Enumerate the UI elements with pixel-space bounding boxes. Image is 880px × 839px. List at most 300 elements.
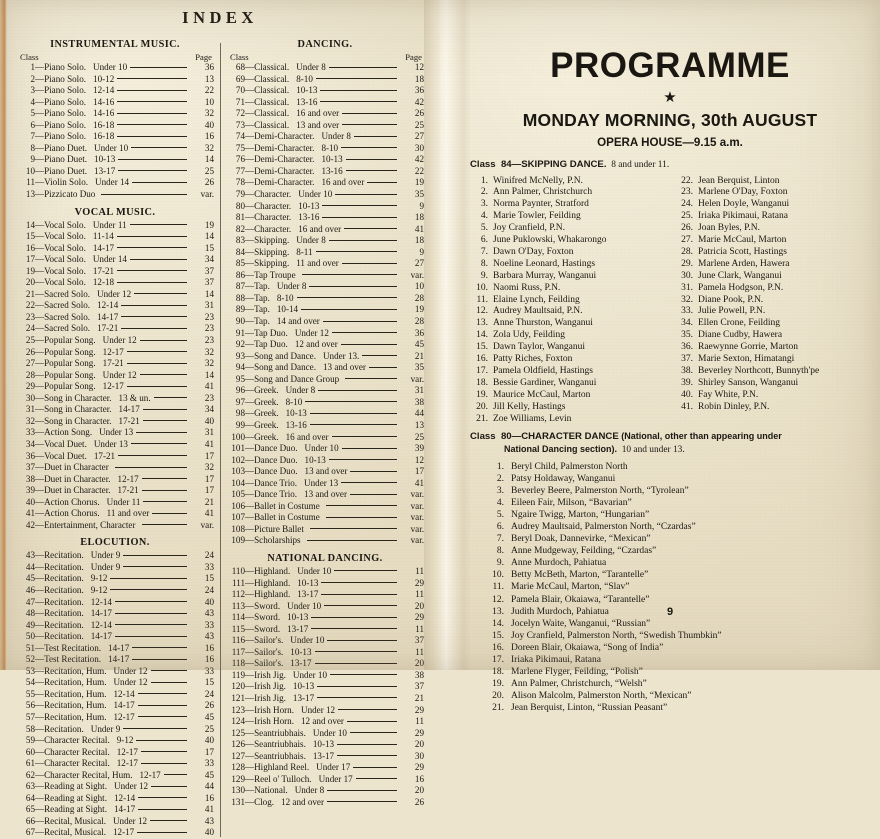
index-entry[interactable] <box>226 293 424 305</box>
entrant-item[interactable] <box>470 318 665 330</box>
entrant-item[interactable] <box>470 378 665 390</box>
index-entry[interactable] <box>226 408 424 420</box>
index-entry-page-number: 36 <box>204 62 214 72</box>
entrant-number: 6. <box>496 522 504 532</box>
index-entry-name: Popular Song. <box>44 381 96 392</box>
index-entry[interactable] <box>226 512 424 524</box>
entrant-item[interactable] <box>482 642 870 654</box>
index-entry[interactable] <box>16 520 214 532</box>
index-entry-name: Piano Duet. <box>44 165 88 176</box>
entrant-item[interactable] <box>470 199 665 211</box>
index-entry[interactable] <box>226 566 424 578</box>
index-entry[interactable] <box>226 385 424 397</box>
index-entry-class-number: 97 <box>235 396 245 407</box>
index-entry-page-number: 36 <box>414 85 424 96</box>
index-entry-page-number: 32 <box>204 462 214 473</box>
index-entry[interactable] <box>226 374 424 386</box>
entrant-item[interactable] <box>675 318 870 330</box>
index-entry[interactable] <box>16 108 214 120</box>
index-entry-age: 10-13 <box>298 200 320 211</box>
entrant-item[interactable] <box>470 306 665 318</box>
index-entry-class-number: 26 <box>25 346 35 357</box>
index-entry[interactable] <box>226 235 424 247</box>
index-entry[interactable] <box>16 827 214 839</box>
entrant-item[interactable] <box>482 461 870 473</box>
index-entry[interactable] <box>226 658 424 670</box>
entrant-item[interactable] <box>675 330 870 342</box>
index-entry[interactable] <box>226 535 424 547</box>
entrant-number: 9. <box>480 270 488 281</box>
index-entry[interactable] <box>16 74 214 86</box>
index-column-headers <box>16 52 214 62</box>
index-entry[interactable] <box>226 716 424 728</box>
entrant-item[interactable] <box>470 223 665 235</box>
entrant-item[interactable] <box>470 414 665 426</box>
index-entry-dash: — <box>35 631 45 642</box>
index-entry[interactable] <box>16 724 214 736</box>
entrant-item[interactable] <box>482 594 870 606</box>
index-entry[interactable] <box>226 705 424 717</box>
index-entry[interactable] <box>16 747 214 759</box>
class-number-and-name: 84—SKIPPING DANCE. <box>500 159 607 170</box>
index-entry-class-number: 95 <box>235 373 245 384</box>
index-entry[interactable] <box>226 108 424 120</box>
index-entry-class-number: 60 <box>25 746 35 757</box>
entrant-item[interactable] <box>482 497 870 509</box>
index-entry[interactable] <box>16 735 214 747</box>
entrant-item[interactable] <box>675 402 870 414</box>
index-entry[interactable] <box>226 154 424 166</box>
index-entry-age: 11-14 <box>92 231 114 242</box>
index-entry-leader-dots <box>142 524 188 525</box>
index-entry[interactable] <box>226 647 424 659</box>
entrant-item[interactable] <box>482 509 870 521</box>
index-entry[interactable] <box>16 177 214 189</box>
entrant-item[interactable] <box>482 702 870 714</box>
index-entry[interactable] <box>16 804 214 816</box>
index-entry-leader-dots <box>164 774 187 775</box>
index-entry-leader-dots <box>324 605 397 606</box>
index-entry-dash: — <box>35 288 45 299</box>
index-entry[interactable] <box>226 143 424 155</box>
index-column-divider <box>220 43 221 837</box>
index-entry[interactable] <box>16 381 214 393</box>
entrant-item[interactable] <box>482 569 870 581</box>
entrant-item[interactable] <box>482 545 870 557</box>
index-entry[interactable] <box>226 432 424 444</box>
entrant-name-and-town: Patricia Scott, Hastings <box>698 246 787 257</box>
entrant-name-and-town: Shirley Sanson, Wanganui <box>698 377 799 388</box>
index-entry-page-number: 17 <box>414 466 424 477</box>
index-entry[interactable] <box>16 143 214 155</box>
entrant-item[interactable] <box>470 354 665 366</box>
index-entry-age: 10-13 <box>296 85 318 96</box>
index-entry[interactable] <box>226 166 424 178</box>
index-entry[interactable] <box>226 258 424 270</box>
entrant-name-and-town: Bessie Gardiner, Wanganui <box>493 377 597 388</box>
index-entry-name: Seantriubhais. <box>254 727 306 738</box>
entrant-item[interactable] <box>675 306 870 318</box>
entrant-item[interactable] <box>675 211 870 223</box>
entrant-item[interactable] <box>482 485 870 497</box>
index-entry[interactable] <box>226 601 424 613</box>
index-entry[interactable] <box>16 497 214 509</box>
index-entry[interactable] <box>16 712 214 724</box>
entrant-item[interactable] <box>470 330 665 342</box>
entrant-item[interactable] <box>470 235 665 247</box>
index-entry[interactable] <box>226 212 424 224</box>
index-entry[interactable] <box>16 312 214 324</box>
index-entry-age: 8-11 <box>296 246 313 257</box>
index-entry-leader-dots <box>342 448 397 449</box>
index-entry-dash: — <box>35 462 45 473</box>
index-entry[interactable] <box>226 247 424 259</box>
index-entry[interactable] <box>226 728 424 740</box>
index-entry-class-number: 51 <box>25 642 35 653</box>
index-entry-page-number: 38 <box>414 396 424 407</box>
index-entry-leader-dots <box>297 297 397 298</box>
entrant-name-and-town: Marie Sexton, Himatangi <box>698 354 795 365</box>
entrant-item[interactable] <box>675 378 870 390</box>
index-entry-leader-dots <box>123 566 187 567</box>
entrant-item[interactable] <box>482 533 870 545</box>
index-entry[interactable] <box>226 74 424 86</box>
index-entry-class-number: 65 <box>25 804 35 815</box>
index-entry-leader-dots <box>346 170 397 171</box>
entrant-item[interactable] <box>482 581 870 593</box>
entrant-item[interactable] <box>675 271 870 283</box>
index-entry-dash: — <box>245 704 255 715</box>
index-entry[interactable] <box>16 289 214 301</box>
index-entry[interactable] <box>226 85 424 97</box>
entrant-item[interactable] <box>470 259 665 271</box>
index-entry-dash: — <box>245 577 255 588</box>
entrant-number: 27. <box>681 235 693 246</box>
index-entry-name: Sacred Solo. <box>44 288 91 299</box>
index-entry[interactable] <box>16 485 214 497</box>
index-entry[interactable] <box>226 466 424 478</box>
index-entry[interactable] <box>226 316 424 328</box>
entrant-item[interactable] <box>470 342 665 354</box>
index-entry-dash: — <box>245 512 255 523</box>
entrant-item[interactable] <box>470 247 665 259</box>
index-entry-dash: — <box>245 739 255 750</box>
index-entry-page-number: 45 <box>414 339 424 350</box>
index-entry-class-number: 17 <box>25 254 35 265</box>
entrant-item[interactable] <box>470 211 665 223</box>
index-entry-page-number: 29 <box>414 612 424 623</box>
index-entry[interactable] <box>226 97 424 109</box>
index-entry[interactable] <box>16 793 214 805</box>
entrant-item[interactable] <box>482 690 870 702</box>
index-entry[interactable] <box>16 550 214 562</box>
index-entry[interactable] <box>226 501 424 513</box>
index-entry-class-number: 94 <box>235 362 245 373</box>
index-entry[interactable] <box>16 220 214 232</box>
entrant-item[interactable] <box>470 176 665 188</box>
index-entry-class-number: 55 <box>25 688 35 699</box>
index-entry[interactable] <box>16 451 214 463</box>
index-entry[interactable] <box>16 689 214 701</box>
index-entry[interactable] <box>16 323 214 335</box>
index-entry[interactable] <box>226 224 424 236</box>
entrant-item[interactable] <box>482 557 870 569</box>
index-entry[interactable] <box>16 508 214 520</box>
index-entry-leader-dots <box>151 786 187 787</box>
index-entry[interactable] <box>16 277 214 289</box>
entrant-item[interactable] <box>675 366 870 378</box>
index-entry[interactable] <box>226 635 424 647</box>
entrant-item[interactable] <box>482 630 870 642</box>
entrant-item[interactable] <box>470 271 665 283</box>
index-entry-leader-dots <box>342 113 397 114</box>
index-entry[interactable] <box>16 654 214 666</box>
index-entry-name: Greek. <box>254 419 279 430</box>
index-entry[interactable] <box>226 120 424 132</box>
index-entry[interactable] <box>226 270 424 282</box>
index-entry[interactable] <box>226 751 424 763</box>
index-entry[interactable] <box>16 462 214 474</box>
index-entry[interactable] <box>16 585 214 597</box>
index-entry[interactable] <box>16 416 214 428</box>
index-entry[interactable] <box>226 624 424 636</box>
index-entry[interactable] <box>16 404 214 416</box>
index-entry[interactable] <box>16 474 214 486</box>
index-entry[interactable] <box>226 201 424 213</box>
index-entry-name: Classical. <box>254 85 290 96</box>
index-entry-leader-dots <box>315 663 398 664</box>
index-entry-page-number: 12 <box>414 454 424 465</box>
index-entry-age: 14-17 <box>92 242 115 253</box>
index-entry[interactable] <box>226 524 424 536</box>
index-entry[interactable] <box>226 785 424 797</box>
index-entry[interactable] <box>16 97 214 109</box>
index-entry[interactable] <box>16 254 214 266</box>
entrant-item[interactable] <box>470 390 665 402</box>
index-entry-name: Highland. <box>254 589 291 600</box>
index-entry[interactable] <box>16 677 214 689</box>
index-entry[interactable] <box>16 62 214 74</box>
book-gutter <box>424 0 470 670</box>
index-entry[interactable] <box>16 700 214 712</box>
index-entry-name: Song in Character. <box>44 415 112 426</box>
index-entry[interactable] <box>16 666 214 678</box>
entrant-item[interactable] <box>470 402 665 414</box>
entrant-name-and-town: Barbara Murray, Wanganui <box>493 270 597 281</box>
index-entry[interactable] <box>226 589 424 601</box>
index-entry[interactable] <box>16 573 214 585</box>
index-entry[interactable] <box>226 420 424 432</box>
entrant-item[interactable] <box>482 521 870 533</box>
index-entry[interactable] <box>226 455 424 467</box>
index-entry-age: Under 9 <box>90 561 121 572</box>
entrant-item[interactable] <box>675 390 870 402</box>
index-entry[interactable] <box>226 478 424 490</box>
index-entry[interactable] <box>16 300 214 312</box>
index-entry[interactable] <box>226 304 424 316</box>
index-entry-page-number: 37 <box>204 277 214 288</box>
entrant-number: 19. <box>492 679 504 690</box>
index-entry[interactable] <box>16 231 214 243</box>
entrant-item[interactable] <box>470 366 665 378</box>
entrant-item[interactable] <box>482 473 870 485</box>
index-entry[interactable] <box>226 670 424 682</box>
index-entry[interactable] <box>226 281 424 293</box>
index-entry[interactable] <box>16 608 214 620</box>
index-entry-name: Tap. <box>254 281 270 292</box>
index-entry-age: Under 11 <box>106 496 141 507</box>
index-entry[interactable] <box>16 781 214 793</box>
index-entry-name: Dance Duo. <box>254 454 298 465</box>
entrant-item[interactable] <box>675 342 870 354</box>
index-entry[interactable] <box>226 62 424 74</box>
index-entry-age: 16-18 <box>93 119 115 130</box>
index-entry[interactable] <box>16 562 214 574</box>
index-entry[interactable] <box>226 489 424 501</box>
index-entry[interactable] <box>16 620 214 632</box>
index-entry[interactable] <box>16 131 214 143</box>
entrant-item[interactable] <box>470 295 665 307</box>
index-entry[interactable] <box>16 631 214 643</box>
index-entry[interactable] <box>16 393 214 405</box>
index-entry[interactable] <box>226 189 424 201</box>
index-entry-leader-dots <box>110 578 187 579</box>
index-entry-page-number: 40 <box>204 119 214 130</box>
index-entry-page-number: 45 <box>204 711 214 722</box>
index-entry-class-number: 47 <box>25 596 35 607</box>
entrant-item[interactable] <box>675 199 870 211</box>
index-entry-page-number: 29 <box>414 577 424 588</box>
index-entry-leader-dots <box>341 344 397 345</box>
index-entry[interactable] <box>226 328 424 340</box>
entrant-name-and-town: Pamela Blair, Okaiawa, “Tarantelle” <box>511 594 650 605</box>
index-entry-age: 10-13 <box>290 646 312 657</box>
index-entry-leader-dots <box>130 224 187 225</box>
entrant-item[interactable] <box>470 187 665 199</box>
index-entry-name: Dance Duo. <box>254 443 298 454</box>
index-entry[interactable] <box>16 439 214 451</box>
programme-class-list <box>470 159 870 715</box>
entrant-item[interactable] <box>482 678 870 690</box>
index-entry[interactable] <box>16 358 214 370</box>
entrant-item[interactable] <box>675 354 870 366</box>
entrant-item[interactable] <box>675 187 870 199</box>
index-entry[interactable] <box>226 693 424 705</box>
entrant-item[interactable] <box>482 666 870 678</box>
index-entry-leader-dots <box>354 136 397 137</box>
index-entry-class-number: 59 <box>25 735 35 746</box>
index-entry[interactable] <box>226 443 424 455</box>
index-entry-page-number: 39 <box>414 443 424 454</box>
index-entry-dash: — <box>245 385 255 396</box>
index-entry-page-number: 24 <box>204 688 214 699</box>
entrant-name-and-town: Dawn O'Day, Foxton <box>493 246 574 257</box>
entrant-item[interactable] <box>675 223 870 235</box>
index-entry-dash: — <box>35 369 45 380</box>
class-number-and-name: 80—CHARACTER DANCE <box>500 430 619 442</box>
entrant-name-and-town: Diane Pook, P.N. <box>698 294 764 305</box>
index-entry-name: Sacred Solo. <box>44 300 91 311</box>
index-entry[interactable] <box>226 612 424 624</box>
index-entry[interactable] <box>226 351 424 363</box>
index-entry[interactable] <box>226 681 424 693</box>
entrant-item[interactable] <box>482 618 870 630</box>
index-entry[interactable] <box>16 370 214 382</box>
index-entry[interactable] <box>226 739 424 751</box>
index-entry[interactable] <box>226 797 424 809</box>
index-entry-page-number: 23 <box>204 311 214 322</box>
index-entry-dash: — <box>35 723 45 734</box>
index-entry-dash: — <box>35 154 45 165</box>
index-entry[interactable] <box>16 243 214 255</box>
entrant-item[interactable] <box>675 295 870 307</box>
index-entry-age: 13-17 <box>312 750 335 761</box>
index-entry[interactable] <box>226 339 424 351</box>
index-entry[interactable] <box>16 85 214 97</box>
entrant-item[interactable] <box>675 259 870 271</box>
entrant-item[interactable] <box>675 176 870 188</box>
entrant-number: 1. <box>496 461 504 472</box>
index-entry[interactable] <box>16 266 214 278</box>
index-entry[interactable] <box>226 774 424 786</box>
index-entry[interactable] <box>16 166 214 178</box>
entrant-item[interactable] <box>675 283 870 295</box>
index-entry[interactable] <box>16 427 214 439</box>
index-entry-dash: — <box>35 584 45 595</box>
index-entry-dash: — <box>35 642 45 653</box>
index-entry-name: Ballet in Costume <box>254 500 320 511</box>
index-entry-page-number: 43 <box>204 815 214 826</box>
index-entry-dash: — <box>35 781 45 792</box>
index-entry[interactable] <box>16 347 214 359</box>
index-entry-name: Greek. <box>254 431 279 442</box>
index-entry-dash: — <box>245 443 255 454</box>
index-entry[interactable] <box>16 816 214 828</box>
index-entry-dash: — <box>245 200 255 211</box>
index-entry[interactable] <box>226 397 424 409</box>
index-entry[interactable] <box>226 578 424 590</box>
index-entry-page-number: 33 <box>204 665 214 676</box>
index-entry[interactable] <box>16 770 214 782</box>
index-entry-dash: — <box>245 269 255 280</box>
index-entry[interactable] <box>16 758 214 770</box>
index-entry[interactable] <box>226 131 424 143</box>
index-entry[interactable] <box>16 597 214 609</box>
entrant-item[interactable] <box>675 247 870 259</box>
index-entry-age: 10-13 <box>312 739 335 750</box>
index-entry[interactable] <box>16 154 214 166</box>
entrant-item[interactable] <box>482 654 870 666</box>
index-entry-age: Under 10 <box>298 189 333 200</box>
entrant-item[interactable] <box>470 283 665 295</box>
index-entry[interactable] <box>16 335 214 347</box>
index-entry[interactable] <box>16 189 214 201</box>
index-entry[interactable] <box>16 120 214 132</box>
index-entry[interactable] <box>226 177 424 189</box>
index-entry-dash: — <box>35 827 45 838</box>
index-entry[interactable] <box>226 362 424 374</box>
index-entry[interactable] <box>226 762 424 774</box>
index-entry-age: 13-17 <box>94 165 116 176</box>
index-entry-class-number: 119 <box>231 669 245 680</box>
index-entry-class-number: 106 <box>231 500 245 511</box>
index-entry-name: Recitation, Hum. <box>44 688 107 699</box>
index-entry[interactable] <box>16 643 214 655</box>
index-entry-name: Action Song. <box>44 427 93 438</box>
entrant-item[interactable] <box>675 235 870 247</box>
index-entry-age: 16 and over <box>321 177 365 188</box>
index-entry-page-number: var. <box>410 500 424 511</box>
